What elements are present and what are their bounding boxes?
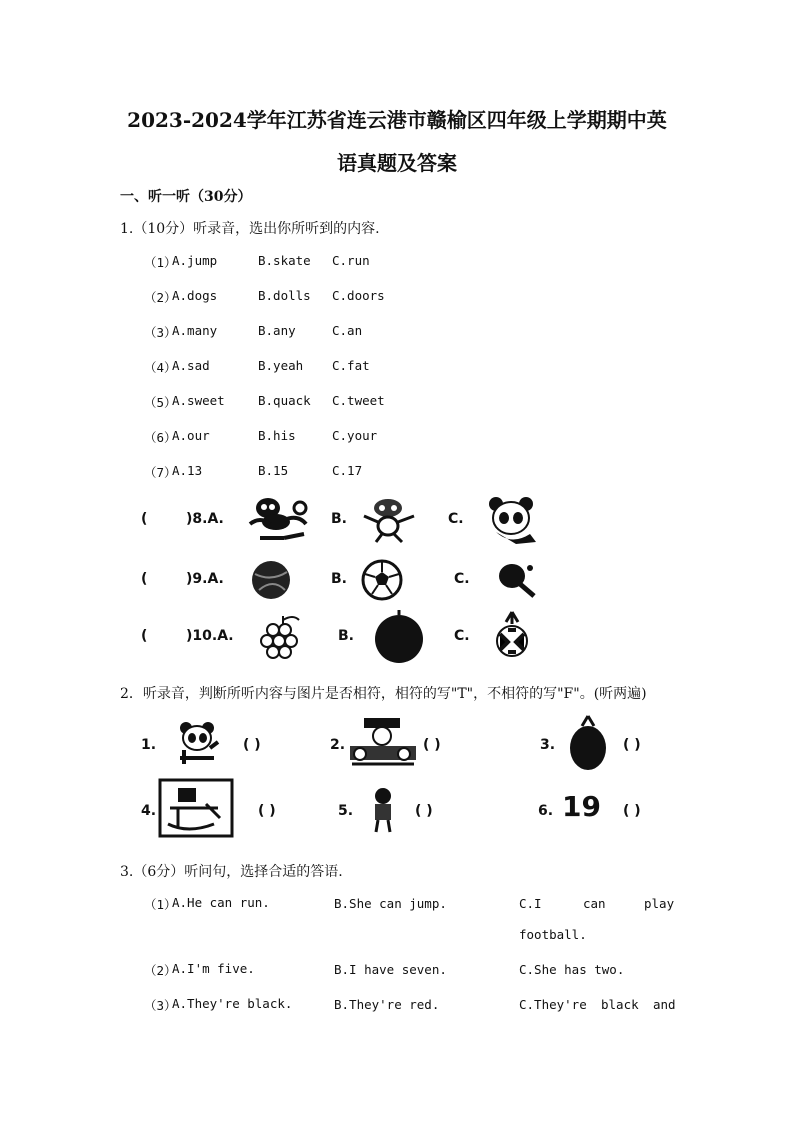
option-c-word-3[interactable]: play [644, 896, 675, 911]
option-b[interactable]: B.skate [258, 253, 311, 268]
row-number: （5） [144, 395, 177, 410]
option-b[interactable]: B.any [258, 323, 296, 338]
dark-fruit-picture[interactable] [372, 610, 426, 664]
row-number: （2） [144, 963, 177, 978]
picture-question-number: )10.A. [186, 628, 234, 644]
item-number: 3. [540, 737, 556, 753]
question-1-prompt: 1.（10分）听录音，选出你所听到的内容. [120, 221, 380, 237]
ping-pong-paddle-picture[interactable] [496, 560, 540, 600]
row-number: （6） [144, 430, 177, 445]
option-c-label: C. [454, 628, 470, 644]
option-a[interactable]: A.They're black. [172, 996, 293, 1011]
option-a[interactable]: A.dogs [172, 288, 218, 303]
option-c[interactable]: C.17 [332, 463, 363, 478]
picture-question-number: )8.A. [186, 511, 224, 527]
option-c[interactable]: C.She has two. [519, 962, 625, 977]
option-b[interactable]: B.They're red. [334, 997, 440, 1012]
monkey-skating-picture[interactable] [240, 494, 312, 544]
row-number: （3） [144, 325, 177, 340]
answer-blank[interactable]: ( ) [623, 737, 641, 753]
option-b[interactable]: B.his [258, 428, 296, 443]
exam-title-line2: 语真题及答案 [337, 151, 457, 175]
row-number: （7） [144, 465, 177, 480]
answer-blank[interactable]: ( ) [415, 803, 433, 819]
option-c-label: C. [454, 571, 470, 587]
option-c-word-1[interactable]: C.They're [519, 997, 587, 1012]
option-c-word-1[interactable]: C.I [519, 896, 542, 911]
pineapple-picture[interactable] [492, 610, 532, 658]
row-number: （2） [144, 290, 177, 305]
picture-question-number: )9.A. [186, 571, 224, 587]
child-figure-picture[interactable] [368, 786, 398, 834]
football-picture[interactable] [360, 558, 404, 602]
option-b-label: B. [331, 511, 347, 527]
option-a[interactable]: A.13 [172, 463, 203, 478]
framed-scene-picture[interactable] [158, 778, 234, 838]
option-c[interactable]: C.run [332, 253, 370, 268]
answer-paren: ( [141, 571, 148, 587]
item-number: 6. [538, 803, 554, 819]
answer-blank[interactable]: ( ) [423, 737, 441, 753]
option-c[interactable]: C.tweet [332, 393, 385, 408]
option-a[interactable]: A.our [172, 428, 210, 443]
option-c[interactable]: C.fat [332, 358, 370, 373]
option-b-label: B. [338, 628, 354, 644]
option-b[interactable]: B.yeah [258, 358, 304, 373]
option-b[interactable]: B.I have seven. [334, 962, 447, 977]
row-number: （4） [144, 360, 177, 375]
option-c[interactable]: C.your [332, 428, 378, 443]
number-nineteen-picture[interactable]: 19 [562, 790, 601, 823]
option-c-word-2[interactable]: black [601, 997, 639, 1012]
row-number: （3） [144, 998, 177, 1013]
option-b[interactable]: B.quack [258, 393, 311, 408]
monkey-picture[interactable] [360, 496, 418, 544]
item-number: 5. [338, 803, 354, 819]
option-a[interactable]: A.many [172, 323, 218, 338]
option-a[interactable]: A.I'm five. [172, 961, 255, 976]
people-group-picture[interactable] [348, 716, 418, 768]
exam-title-line1: 2023-2024学年江苏省连云港市赣榆区四年级上学期期中英 [127, 108, 667, 132]
option-b-label: B. [331, 571, 347, 587]
row-number: （1） [144, 897, 177, 912]
question-3-prompt: 3.（6分）听问句，选择合适的答语. [120, 864, 343, 880]
item-number: 2. [330, 737, 346, 753]
option-a[interactable]: A.sad [172, 358, 210, 373]
answer-paren: ( [141, 511, 148, 527]
option-b[interactable]: B.She can jump. [334, 896, 447, 911]
panda-with-bamboo-picture[interactable] [174, 720, 222, 766]
basketball-picture[interactable] [249, 558, 293, 602]
answer-blank[interactable]: ( ) [258, 803, 276, 819]
answer-blank[interactable]: ( ) [623, 803, 641, 819]
pineapple-dark-picture[interactable] [564, 714, 610, 772]
option-b[interactable]: B.dolls [258, 288, 311, 303]
answer-paren: ( [141, 628, 148, 644]
item-number: 1. [141, 737, 157, 753]
option-c[interactable]: C.doors [332, 288, 385, 303]
option-c-continuation[interactable]: football. [519, 927, 587, 942]
option-c[interactable]: C.an [332, 323, 363, 338]
grapes-picture[interactable] [253, 612, 307, 664]
question-2-prompt: 2．听录音，判断所听内容与图片是否相符，相符的写"T"，不相符的写"F"。(听两遍) [120, 686, 647, 702]
panda-picture[interactable] [486, 496, 540, 546]
answer-blank[interactable]: ( ) [243, 737, 261, 753]
option-c-label: C. [448, 511, 464, 527]
option-a[interactable]: A.He can run. [172, 895, 270, 910]
section-heading-listening: 一、听一听（30分） [120, 189, 252, 205]
row-number: （1） [144, 255, 177, 270]
option-a[interactable]: A.jump [172, 253, 218, 268]
option-c-word-2[interactable]: can [583, 896, 606, 911]
option-c-word-3[interactable]: and [653, 997, 676, 1012]
item-number: 4. [141, 803, 157, 819]
option-b[interactable]: B.15 [258, 463, 289, 478]
option-a[interactable]: A.sweet [172, 393, 225, 408]
